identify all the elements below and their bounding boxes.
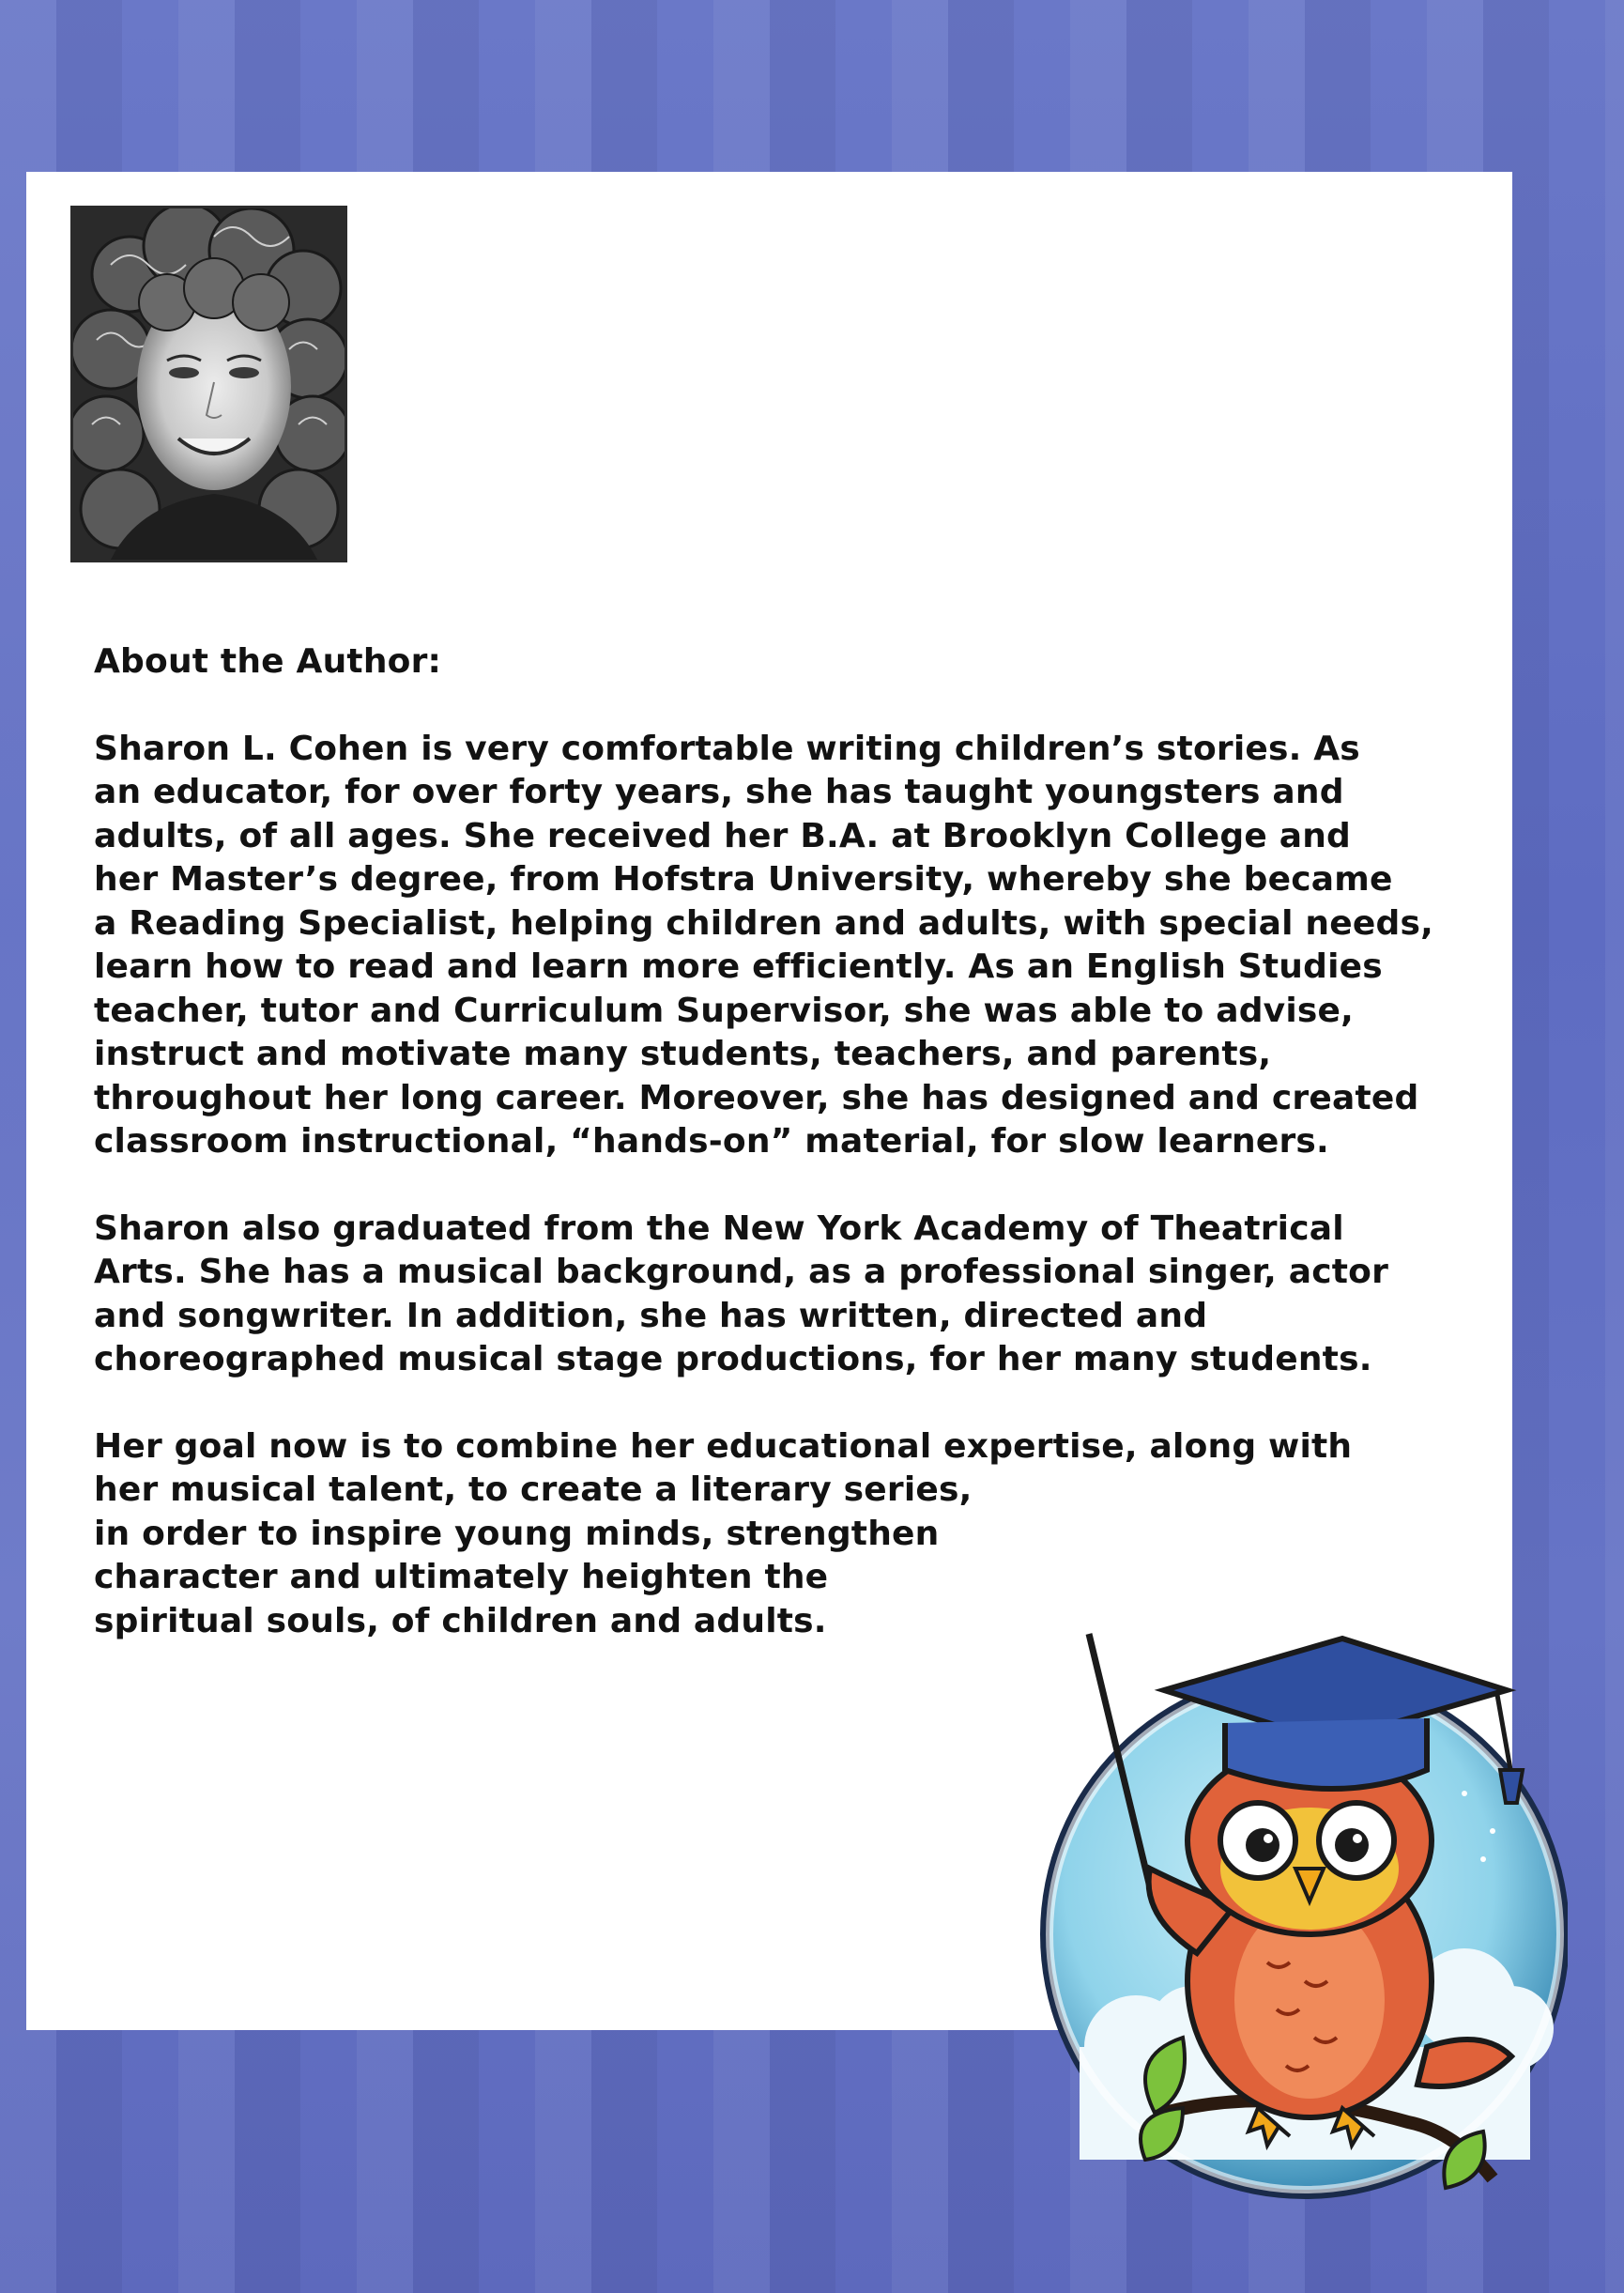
- text-line: Sharon L. Cohen is very comfortable writing children’s stories. As: [94, 729, 1360, 768]
- author-portrait-image: [73, 208, 345, 560]
- text-line: an educator, for over forty years, she has taught youngsters and: [94, 773, 1344, 811]
- text-line: Her goal now is to combine her educational expertise, along with: [94, 1426, 1353, 1466]
- text-line: classroom instructional, “hands-on” material, for slow learners.: [94, 1122, 1329, 1161]
- section-heading: About the Author:: [94, 642, 442, 681]
- text-line: learn how to read and learn more efficiently. As an English Studies: [94, 947, 1383, 986]
- text-line: a Reading Specialist, helping children and adults, with special needs,: [94, 903, 1433, 943]
- text-line: Sharon also graduated from the New York Academy of Theatrical: [94, 1208, 1344, 1248]
- text-line: her musical talent, to create a literary series,: [94, 1470, 973, 1509]
- author-photo: [70, 206, 347, 562]
- paragraph-theatre: [94, 1208, 1483, 1382]
- text-line: in order to inspire young minds, strengthen: [94, 1514, 940, 1553]
- text-line: teacher, tutor and Curriculum Supervisor, she was able to advise,: [94, 991, 1355, 1030]
- text-line: throughout her long career. Moreover, she has designed and created: [94, 1078, 1419, 1117]
- text-line: her Master’s degree, from Hofstra University, whereby she became: [94, 860, 1393, 899]
- text-line: Arts. She has a musical background, as a professional singer, actor: [94, 1253, 1389, 1291]
- text-line: character and ultimately heighten the: [94, 1558, 829, 1596]
- about-author-text: [94, 640, 1483, 1686]
- text-line: choreographed musical stage productions, for her many students.: [94, 1340, 1372, 1378]
- text-line: instruct and motivate many students, teachers, and parents,: [94, 1035, 1272, 1073]
- text-line: and songwriter. In addition, she has written, directed and: [94, 1296, 1208, 1335]
- paragraph-bio: [94, 728, 1483, 1164]
- text-line: spiritual souls, of children and adults.: [94, 1601, 827, 1640]
- graduate-owl-icon: [1023, 1559, 1568, 2216]
- text-line: adults, of all ages. She received her B.A. at Brooklyn College and: [94, 816, 1352, 855]
